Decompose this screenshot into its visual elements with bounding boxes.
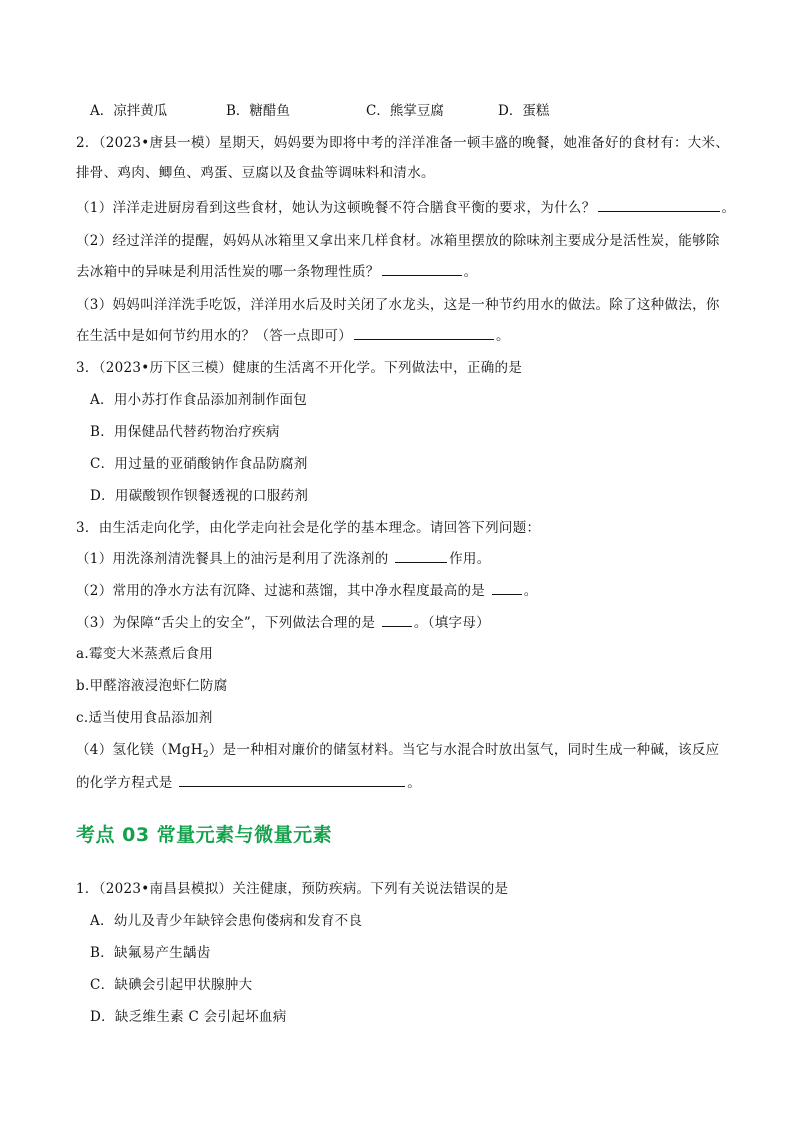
answer-blank[interactable] <box>354 325 494 340</box>
q2-part3-end: 。 <box>496 328 510 344</box>
q2-part1-end: 。 <box>721 200 736 216</box>
answer-blank[interactable] <box>598 197 720 212</box>
answer-blank[interactable] <box>492 580 522 595</box>
q3a-stem: 3．（2023•历下区三模）健康的生活离不开化学。下列做法中，正确的是 <box>76 360 523 376</box>
q2-part3-line1: （3）妈妈叫洋洋洗手吃饭，洋洋用水后及时关闭了水龙头，这是一种节约用水的做法。除了这种做法，你 <box>76 297 720 313</box>
q3b-choice-b: b.甲醛溶液浸泡虾仁防腐 <box>76 678 228 694</box>
q3b-part2-end: 。 <box>523 583 538 599</box>
q3b-part2 <box>76 580 538 601</box>
q2-part1-text: （1）洋洋走进厨房看到这些食材，她认为这顿晚餐不符合膳食平衡的要求，为什么？ <box>76 200 596 216</box>
q3b-part4-end: 。 <box>407 775 422 791</box>
subscript: 2 <box>202 750 209 760</box>
q3a-option-a: A．用小苏打作食品添加剂制作面包 <box>90 392 308 408</box>
q3b-part3-end: 。（填字母） <box>413 615 490 631</box>
section-heading: 考点 03 常量元素与微量元素 <box>76 824 333 846</box>
q2-part3-text: 在生活中是如何节约用水的？（答一点即可） <box>76 328 352 344</box>
q3b-part4-post: ）是一种相对廉价的储氢材料。当它与水混合时放出氢气，同时生成一种碱，该反应 <box>208 742 720 758</box>
q2-part1 <box>76 197 735 218</box>
q3b-part3 <box>76 612 490 633</box>
s1-option-c: C．缺碘会引起甲状腺肿大 <box>90 977 253 993</box>
s1-option-d: D．缺乏维生素 C 会引起坏血病 <box>90 1009 287 1025</box>
q3b-choice-a: a.霉变大米蒸煮后食用 <box>76 646 214 662</box>
q3b-part1-text: （1）用洗涤剂清洗餐具上的油污是利用了洗涤剂的 <box>76 551 389 567</box>
q2-part3-line2 <box>76 325 510 346</box>
q3a-option-d: D．用碳酸钡作钡餐透视的口服药剂 <box>90 488 309 504</box>
s1-option-b: B．缺氟易产生龋齿 <box>90 945 211 961</box>
answer-blank[interactable] <box>395 548 447 563</box>
q3b-part4-text: 的化学方程式是 <box>76 775 173 791</box>
q3b-part1 <box>76 548 491 569</box>
q2-part2-text: 去冰箱中的异味是利用活性炭的哪一条物理性质？ <box>76 264 380 280</box>
answer-blank[interactable] <box>179 772 405 787</box>
q2-stem-line2: 排骨、鸡肉、鲫鱼、鸡蛋、豆腐以及食盐等调味料和清水。 <box>76 165 435 181</box>
q1-option-b: B．糖醋鱼 <box>226 103 290 119</box>
q3b-choice-c: c.适当使用食品添加剂 <box>76 710 213 726</box>
q3b-stem: 3．由生活走向化学，由化学走向社会是化学的基本理念。请回答下列问题： <box>76 520 541 536</box>
s1-stem: 1．（2023•南昌县模拟）关注健康，预防疾病。下列有关说法错误的是 <box>76 881 509 897</box>
q3b-part1-end: 作用。 <box>449 551 491 567</box>
q1-option-c: C．熊掌豆腐 <box>366 103 444 119</box>
q2-part2-line1: （2）经过洋洋的提醒，妈妈从冰箱里又拿出来几样食材。冰箱里摆放的除味剂主要成分是活性炭，能够除 <box>76 233 720 249</box>
s1-option-a: A．幼儿及青少年缺锌会患佝偻病和发育不良 <box>90 913 363 929</box>
q1-option-a: A．凉拌黄瓜 <box>90 103 168 119</box>
q3a-option-b: B．用保健品代替药物治疗疾病 <box>90 424 280 440</box>
q2-stem-line1: 2．（2023•唐县一模）星期天，妈妈要为即将中考的洋洋准备一顿丰盛的晚餐，她准备好的食材有：大米、 <box>76 135 730 151</box>
answer-blank[interactable] <box>382 261 462 276</box>
q3b-part4-line2 <box>76 772 421 793</box>
q2-part2-end: 。 <box>463 264 478 280</box>
q3b-part2-text: （2）常用的净水方法有沉降、过滤和蒸馏，其中净水程度最高的是 <box>76 583 486 599</box>
q3b-part4-line1 <box>76 740 719 765</box>
q3a-option-c: C．用过量的亚硝酸钠作食品防腐剂 <box>90 456 308 472</box>
q3b-part3-text: （3）为保障“舌尖上的安全”，下列做法合理的是 <box>76 615 376 631</box>
answer-blank[interactable] <box>382 612 412 627</box>
q3b-part4-pre: （4）氢化镁（MgH <box>76 742 203 758</box>
q1-option-d: D．蛋糕 <box>498 103 550 119</box>
q2-part2-line2 <box>76 261 477 282</box>
